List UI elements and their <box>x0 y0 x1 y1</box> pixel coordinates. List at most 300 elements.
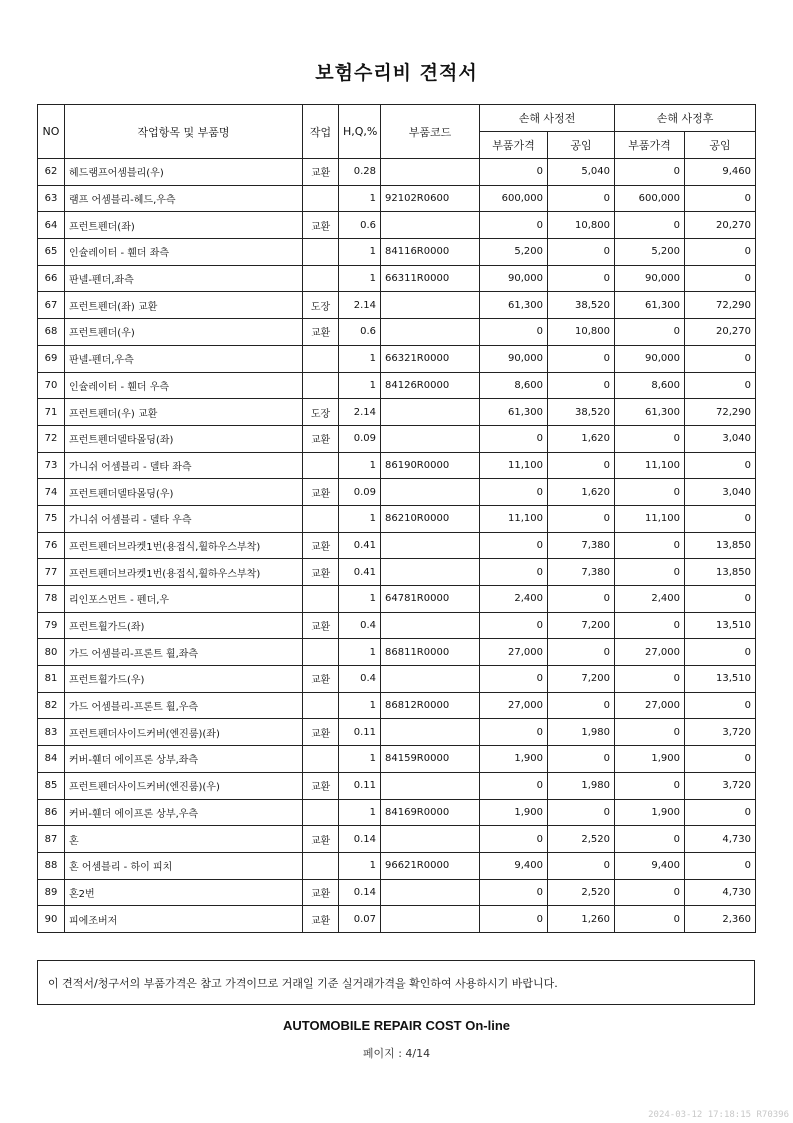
row-work-type <box>303 185 339 212</box>
row-before-labor: 1,260 <box>548 906 615 933</box>
row-work-type <box>303 345 339 372</box>
row-part-code: 64781R0000 <box>381 586 480 613</box>
row-item-name: 인슐레이터 - 휀더 우측 <box>65 372 303 399</box>
row-before-part-price: 5,200 <box>480 239 548 266</box>
row-after-part-price: 0 <box>615 212 685 239</box>
table-row <box>38 906 756 933</box>
row-no: 90 <box>38 906 65 933</box>
row-after-part-price: 0 <box>615 906 685 933</box>
row-before-part-price: 90,000 <box>480 265 548 292</box>
row-after-labor: 72,290 <box>685 399 756 426</box>
row-before-part-price: 9,400 <box>480 852 548 879</box>
row-no: 72 <box>38 425 65 452</box>
row-no: 69 <box>38 345 65 372</box>
row-part-code <box>381 159 480 186</box>
row-before-part-price: 0 <box>480 559 548 586</box>
row-hq: 1 <box>339 345 381 372</box>
row-before-labor: 2,520 <box>548 879 615 906</box>
row-hq: 1 <box>339 799 381 826</box>
row-work-type <box>303 372 339 399</box>
table-row <box>38 452 756 479</box>
row-hq: 1 <box>339 692 381 719</box>
row-item-name: 프런트휠가드(우) <box>65 666 303 693</box>
estimate-table <box>37 104 756 933</box>
row-before-part-price: 0 <box>480 159 548 186</box>
row-before-part-price: 0 <box>480 612 548 639</box>
row-no: 64 <box>38 212 65 239</box>
row-after-labor: 9,460 <box>685 159 756 186</box>
row-part-code <box>381 399 480 426</box>
row-item-name: 프런트펜더브라켓1번(용접식,휠하우스부착) <box>65 559 303 586</box>
row-part-code: 92102R0600 <box>381 185 480 212</box>
row-after-labor: 0 <box>685 692 756 719</box>
row-before-labor: 10,800 <box>548 319 615 346</box>
header-after-part-price: 부품가격 <box>615 132 685 159</box>
table-row <box>38 185 756 212</box>
row-hq: 1 <box>339 452 381 479</box>
row-no: 88 <box>38 852 65 879</box>
header-code: 부품코드 <box>381 105 480 159</box>
row-hq: 0.07 <box>339 906 381 933</box>
row-after-part-price: 0 <box>615 772 685 799</box>
row-before-labor: 0 <box>548 345 615 372</box>
row-before-labor: 0 <box>548 639 615 666</box>
row-item-name: 프런트펜더델타몰딩(우) <box>65 479 303 506</box>
row-after-labor: 0 <box>685 799 756 826</box>
row-after-labor: 0 <box>685 586 756 613</box>
row-before-labor: 0 <box>548 505 615 532</box>
table-row <box>38 212 756 239</box>
row-after-part-price: 0 <box>615 612 685 639</box>
row-no: 75 <box>38 505 65 532</box>
row-before-part-price: 0 <box>480 719 548 746</box>
row-hq: 0.28 <box>339 159 381 186</box>
row-before-part-price: 600,000 <box>480 185 548 212</box>
row-after-part-price: 11,100 <box>615 505 685 532</box>
header-after: 손해 사정후 <box>615 105 756 132</box>
row-work-type: 교환 <box>303 559 339 586</box>
row-no: 83 <box>38 719 65 746</box>
row-before-part-price: 0 <box>480 666 548 693</box>
table-row <box>38 799 756 826</box>
row-no: 78 <box>38 586 65 613</box>
row-after-part-price: 1,900 <box>615 746 685 773</box>
row-before-labor: 7,380 <box>548 532 615 559</box>
row-before-part-price: 0 <box>480 319 548 346</box>
row-hq: 2.14 <box>339 399 381 426</box>
row-part-code: 96621R0000 <box>381 852 480 879</box>
table-row <box>38 719 756 746</box>
row-before-labor: 7,200 <box>548 612 615 639</box>
row-before-labor: 38,520 <box>548 292 615 319</box>
row-before-labor: 1,980 <box>548 772 615 799</box>
row-before-part-price: 0 <box>480 772 548 799</box>
row-after-labor: 0 <box>685 452 756 479</box>
row-after-labor: 0 <box>685 746 756 773</box>
row-after-part-price: 61,300 <box>615 399 685 426</box>
row-after-labor: 20,270 <box>685 319 756 346</box>
row-part-code <box>381 425 480 452</box>
row-no: 86 <box>38 799 65 826</box>
row-after-part-price: 0 <box>615 479 685 506</box>
row-before-labor: 0 <box>548 746 615 773</box>
row-no: 71 <box>38 399 65 426</box>
row-item-name: 판넬-펜더,좌측 <box>65 265 303 292</box>
row-part-code <box>381 559 480 586</box>
row-item-name: 판넬-펜더,우측 <box>65 345 303 372</box>
row-before-labor: 1,620 <box>548 425 615 452</box>
row-after-labor: 0 <box>685 239 756 266</box>
row-part-code <box>381 879 480 906</box>
row-work-type <box>303 692 339 719</box>
row-after-labor: 4,730 <box>685 826 756 853</box>
row-before-part-price: 0 <box>480 212 548 239</box>
row-after-labor: 0 <box>685 852 756 879</box>
row-item-name: 리인포스먼트 - 펜더,우 <box>65 586 303 613</box>
row-no: 85 <box>38 772 65 799</box>
row-before-labor: 0 <box>548 799 615 826</box>
row-after-part-price: 11,100 <box>615 452 685 479</box>
row-part-code <box>381 719 480 746</box>
row-hq: 1 <box>339 586 381 613</box>
row-work-type <box>303 505 339 532</box>
row-part-code: 84169R0000 <box>381 799 480 826</box>
row-item-name: 가니쉬 어셈블리 - 델타 우측 <box>65 505 303 532</box>
row-item-name: 커버-휀더 에이프론 상부,우측 <box>65 799 303 826</box>
row-part-code: 84159R0000 <box>381 746 480 773</box>
row-part-code <box>381 906 480 933</box>
row-after-part-price: 0 <box>615 425 685 452</box>
row-before-part-price: 8,600 <box>480 372 548 399</box>
row-work-type: 도장 <box>303 399 339 426</box>
row-before-part-price: 27,000 <box>480 692 548 719</box>
row-work-type: 교환 <box>303 159 339 186</box>
row-item-name: 프런트휠가드(좌) <box>65 612 303 639</box>
row-hq: 0.6 <box>339 319 381 346</box>
row-no: 89 <box>38 879 65 906</box>
row-part-code: 84126R0000 <box>381 372 480 399</box>
row-before-part-price: 0 <box>480 906 548 933</box>
row-before-part-price: 11,100 <box>480 505 548 532</box>
row-item-name: 프런트펜더사이드커버(엔진룸)(좌) <box>65 719 303 746</box>
row-hq: 0.11 <box>339 772 381 799</box>
row-hq: 0.09 <box>339 479 381 506</box>
row-before-part-price: 1,900 <box>480 799 548 826</box>
table-row <box>38 372 756 399</box>
row-before-part-price: 0 <box>480 826 548 853</box>
row-after-part-price: 90,000 <box>615 265 685 292</box>
row-no: 77 <box>38 559 65 586</box>
table-row <box>38 559 756 586</box>
row-no: 76 <box>38 532 65 559</box>
row-part-code <box>381 292 480 319</box>
header-item: 작업항목 및 부품명 <box>65 105 303 159</box>
row-after-part-price: 0 <box>615 719 685 746</box>
row-hq: 1 <box>339 239 381 266</box>
row-before-labor: 0 <box>548 239 615 266</box>
row-after-labor: 0 <box>685 639 756 666</box>
row-no: 79 <box>38 612 65 639</box>
row-after-part-price: 0 <box>615 879 685 906</box>
table-row <box>38 319 756 346</box>
row-hq: 2.14 <box>339 292 381 319</box>
row-after-part-price: 27,000 <box>615 639 685 666</box>
row-after-labor: 3,040 <box>685 425 756 452</box>
print-stamp: 2024-03-12 17:18:15 R70396 <box>648 1110 789 1120</box>
row-hq: 1 <box>339 852 381 879</box>
row-after-labor: 0 <box>685 185 756 212</box>
row-after-labor: 2,360 <box>685 906 756 933</box>
header-before: 손해 사정전 <box>480 105 615 132</box>
row-work-type: 교환 <box>303 612 339 639</box>
row-no: 66 <box>38 265 65 292</box>
row-hq: 1 <box>339 185 381 212</box>
row-part-code <box>381 826 480 853</box>
row-no: 68 <box>38 319 65 346</box>
row-part-code <box>381 212 480 239</box>
row-no: 73 <box>38 452 65 479</box>
table-row <box>38 239 756 266</box>
row-item-name: 가드 어셈블리-프론트 휠,우측 <box>65 692 303 719</box>
row-work-type <box>303 265 339 292</box>
row-after-labor: 13,510 <box>685 612 756 639</box>
table-row <box>38 479 756 506</box>
row-after-part-price: 0 <box>615 159 685 186</box>
row-before-labor: 7,200 <box>548 666 615 693</box>
header-work: 작업 <box>303 105 339 159</box>
row-after-labor: 20,270 <box>685 212 756 239</box>
row-before-part-price: 2,400 <box>480 586 548 613</box>
row-item-name: 혼2번 <box>65 879 303 906</box>
row-hq: 0.6 <box>339 212 381 239</box>
table-row <box>38 586 756 613</box>
row-after-labor: 13,850 <box>685 532 756 559</box>
row-work-type: 교환 <box>303 666 339 693</box>
row-work-type: 도장 <box>303 292 339 319</box>
row-hq: 0.4 <box>339 666 381 693</box>
row-hq: 1 <box>339 505 381 532</box>
row-before-part-price: 1,900 <box>480 746 548 773</box>
row-no: 80 <box>38 639 65 666</box>
row-after-part-price: 8,600 <box>615 372 685 399</box>
row-after-part-price: 1,900 <box>615 799 685 826</box>
row-after-part-price: 0 <box>615 559 685 586</box>
row-no: 65 <box>38 239 65 266</box>
row-after-labor: 0 <box>685 345 756 372</box>
row-after-part-price: 0 <box>615 532 685 559</box>
row-hq: 0.11 <box>339 719 381 746</box>
row-part-code <box>381 532 480 559</box>
row-hq: 1 <box>339 746 381 773</box>
row-work-type <box>303 239 339 266</box>
row-work-type <box>303 639 339 666</box>
table-row <box>38 399 756 426</box>
row-no: 82 <box>38 692 65 719</box>
row-before-labor: 0 <box>548 372 615 399</box>
table-row <box>38 532 756 559</box>
row-before-labor: 2,520 <box>548 826 615 853</box>
row-part-code <box>381 612 480 639</box>
row-no: 81 <box>38 666 65 693</box>
row-item-name: 프런트펜더사이드커버(엔진룸)(우) <box>65 772 303 799</box>
row-no: 63 <box>38 185 65 212</box>
row-hq: 0.14 <box>339 879 381 906</box>
row-before-part-price: 0 <box>480 425 548 452</box>
row-after-labor: 13,850 <box>685 559 756 586</box>
table-row <box>38 612 756 639</box>
row-before-labor: 0 <box>548 692 615 719</box>
row-item-name: 피에조버저 <box>65 906 303 933</box>
row-item-name: 램프 어셈블리-헤드,우측 <box>65 185 303 212</box>
row-after-part-price: 600,000 <box>615 185 685 212</box>
row-before-part-price: 0 <box>480 879 548 906</box>
row-after-part-price: 27,000 <box>615 692 685 719</box>
row-hq: 1 <box>339 639 381 666</box>
row-after-part-price: 0 <box>615 666 685 693</box>
row-part-code: 66321R0000 <box>381 345 480 372</box>
row-before-labor: 0 <box>548 852 615 879</box>
row-before-labor: 0 <box>548 185 615 212</box>
row-item-name: 가니쉬 어셈블리 - 델타 좌측 <box>65 452 303 479</box>
row-before-part-price: 61,300 <box>480 292 548 319</box>
row-work-type: 교환 <box>303 906 339 933</box>
row-item-name: 프런트펜더델타몰딩(좌) <box>65 425 303 452</box>
row-part-code: 86812R0000 <box>381 692 480 719</box>
row-work-type: 교환 <box>303 879 339 906</box>
table-row <box>38 692 756 719</box>
row-item-name: 혼 어셈블리 - 하이 피치 <box>65 852 303 879</box>
row-after-labor: 72,290 <box>685 292 756 319</box>
price-notice: 이 견적서/청구서의 부품가격은 참고 가격이므로 거래일 기준 실거래가격을 확인하여 사용하시기 바랍니다. <box>37 960 755 1005</box>
row-work-type: 교환 <box>303 532 339 559</box>
row-item-name: 인슐레이터 - 휀더 좌측 <box>65 239 303 266</box>
table-row <box>38 852 756 879</box>
table-row <box>38 746 756 773</box>
row-item-name: 혼 <box>65 826 303 853</box>
row-after-labor: 0 <box>685 505 756 532</box>
header-no: NO <box>38 105 65 159</box>
header-hq: H,Q,% <box>339 105 381 159</box>
row-after-part-price: 9,400 <box>615 852 685 879</box>
row-item-name: 가드 어셈블리-프론트 휠,좌측 <box>65 639 303 666</box>
row-before-part-price: 11,100 <box>480 452 548 479</box>
row-hq: 0.14 <box>339 826 381 853</box>
row-item-name: 커버-휀더 에이프론 상부,좌측 <box>65 746 303 773</box>
row-after-labor: 0 <box>685 265 756 292</box>
row-part-code <box>381 772 480 799</box>
row-work-type: 교환 <box>303 772 339 799</box>
row-part-code: 84116R0000 <box>381 239 480 266</box>
table-row <box>38 666 756 693</box>
table-row <box>38 505 756 532</box>
row-after-part-price: 0 <box>615 319 685 346</box>
row-no: 62 <box>38 159 65 186</box>
row-before-labor: 38,520 <box>548 399 615 426</box>
row-part-code: 86811R0000 <box>381 639 480 666</box>
row-after-labor: 3,720 <box>685 772 756 799</box>
row-after-part-price: 5,200 <box>615 239 685 266</box>
row-no: 87 <box>38 826 65 853</box>
table-row <box>38 159 756 186</box>
row-part-code: 86190R0000 <box>381 452 480 479</box>
table-row <box>38 826 756 853</box>
row-part-code: 66311R0000 <box>381 265 480 292</box>
row-item-name: 프런트펜더(좌) 교환 <box>65 292 303 319</box>
row-hq: 0.41 <box>339 559 381 586</box>
row-after-labor: 3,040 <box>685 479 756 506</box>
row-before-labor: 0 <box>548 265 615 292</box>
row-item-name: 헤드램프어셈블리(우) <box>65 159 303 186</box>
row-before-labor: 5,040 <box>548 159 615 186</box>
row-after-labor: 0 <box>685 372 756 399</box>
header-before-labor: 공임 <box>548 132 615 159</box>
row-no: 70 <box>38 372 65 399</box>
row-before-labor: 0 <box>548 586 615 613</box>
row-after-part-price: 61,300 <box>615 292 685 319</box>
row-before-labor: 0 <box>548 452 615 479</box>
row-before-part-price: 61,300 <box>480 399 548 426</box>
row-before-part-price: 27,000 <box>480 639 548 666</box>
table-row <box>38 425 756 452</box>
row-work-type: 교환 <box>303 212 339 239</box>
row-work-type: 교환 <box>303 479 339 506</box>
row-before-part-price: 0 <box>480 532 548 559</box>
row-item-name: 프런트펜더(좌) <box>65 212 303 239</box>
row-after-part-price: 2,400 <box>615 586 685 613</box>
row-work-type <box>303 799 339 826</box>
row-after-labor: 3,720 <box>685 719 756 746</box>
table-row <box>38 265 756 292</box>
footer-brand: AUTOMOBILE REPAIR COST On-line <box>282 1018 511 1033</box>
table-body <box>38 159 756 933</box>
row-item-name: 프런트펜더(우) 교환 <box>65 399 303 426</box>
row-work-type: 교환 <box>303 319 339 346</box>
row-before-labor: 10,800 <box>548 212 615 239</box>
row-item-name: 프런트펜더(우) <box>65 319 303 346</box>
row-before-labor: 1,620 <box>548 479 615 506</box>
header-after-labor: 공임 <box>685 132 756 159</box>
row-no: 84 <box>38 746 65 773</box>
row-part-code: 86210R0000 <box>381 505 480 532</box>
row-work-type <box>303 452 339 479</box>
row-after-part-price: 90,000 <box>615 345 685 372</box>
row-hq: 0.4 <box>339 612 381 639</box>
row-hq: 1 <box>339 265 381 292</box>
row-part-code <box>381 666 480 693</box>
row-item-name: 프런트펜더브라켓1번(용접식,휠하우스부착) <box>65 532 303 559</box>
row-work-type: 교환 <box>303 719 339 746</box>
row-before-labor: 1,980 <box>548 719 615 746</box>
row-before-labor: 7,380 <box>548 559 615 586</box>
row-work-type <box>303 852 339 879</box>
table-row <box>38 879 756 906</box>
row-hq: 1 <box>339 372 381 399</box>
header-before-part-price: 부품가격 <box>480 132 548 159</box>
table-row <box>38 292 756 319</box>
row-part-code <box>381 319 480 346</box>
row-work-type <box>303 586 339 613</box>
row-after-labor: 13,510 <box>685 666 756 693</box>
row-hq: 0.41 <box>339 532 381 559</box>
row-no: 74 <box>38 479 65 506</box>
row-no: 67 <box>38 292 65 319</box>
row-before-part-price: 90,000 <box>480 345 548 372</box>
row-work-type: 교환 <box>303 425 339 452</box>
row-before-part-price: 0 <box>480 479 548 506</box>
row-part-code <box>381 479 480 506</box>
table-row <box>38 345 756 372</box>
document-title: 보험수리비 견적서 <box>315 62 478 84</box>
